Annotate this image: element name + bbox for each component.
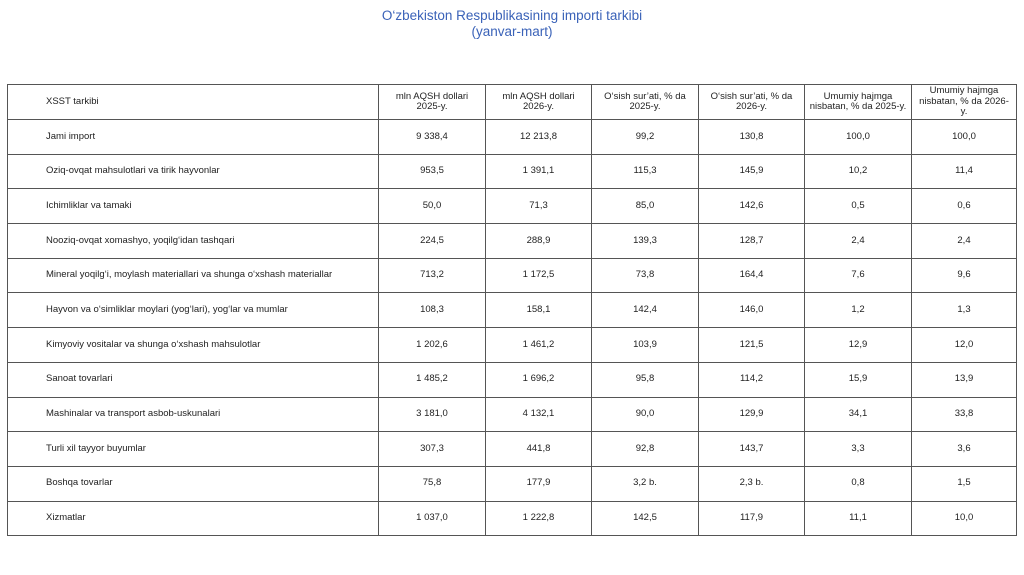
table-row — [8, 189, 1017, 224]
cell-value-2025: 75,8 — [379, 466, 486, 501]
cell-growth-2025: 92,8 — [592, 432, 699, 467]
header-category: XSST tarkibi — [8, 85, 379, 120]
cell-share-2026: 33,8 — [912, 397, 1017, 432]
cell-value-2026: 71,3 — [486, 189, 592, 224]
table-row — [8, 224, 1017, 259]
cell-share-2026: 0,6 — [912, 189, 1017, 224]
cell-share-2025: 12,9 — [805, 328, 912, 363]
cell-category: Ichimliklar va tamaki — [8, 189, 379, 224]
cell-growth-2025: 142,5 — [592, 501, 699, 536]
cell-growth-2026: 114,2 — [699, 362, 805, 397]
cell-value-2026: 1 696,2 — [486, 362, 592, 397]
cell-share-2026: 2,4 — [912, 224, 1017, 259]
header-share-2025: Umumiy hajmga nisbatan, % da 2025-y. — [805, 85, 912, 120]
table-row — [8, 397, 1017, 432]
document-title — [0, 8, 1024, 40]
cell-category: Jami import — [8, 120, 379, 155]
title-line-2: (yanvar-mart) — [471, 24, 553, 39]
title-line-1: O‘zbekiston Respublikasining importi tarkibi — [381, 8, 643, 23]
cell-value-2026: 158,1 — [486, 293, 592, 328]
table-row — [8, 501, 1017, 536]
cell-growth-2025: 85,0 — [592, 189, 699, 224]
cell-value-2025: 224,5 — [379, 224, 486, 259]
cell-category: Hayvon va o‘simliklar moylari (yog‘lari), yog‘lar va mumlar — [8, 293, 379, 328]
table-row — [8, 154, 1017, 189]
header-share-2026: Umumiy hajmga nisbatan, % da 2026-y. — [912, 85, 1017, 120]
cell-growth-2026: 143,7 — [699, 432, 805, 467]
cell-value-2025: 50,0 — [379, 189, 486, 224]
cell-share-2025: 11,1 — [805, 501, 912, 536]
cell-category: Oziq-ovqat mahsulotlari va tirik hayvonlar — [8, 154, 379, 189]
table-row — [8, 258, 1017, 293]
cell-growth-2026: 145,9 — [699, 154, 805, 189]
cell-share-2026: 9,6 — [912, 258, 1017, 293]
cell-category: Sanoat tovarlari — [8, 362, 379, 397]
cell-growth-2025: 3,2 b. — [592, 466, 699, 501]
cell-share-2025: 1,2 — [805, 293, 912, 328]
cell-share-2025: 100,0 — [805, 120, 912, 155]
cell-share-2026: 10,0 — [912, 501, 1017, 536]
table-body — [8, 120, 1017, 536]
cell-growth-2026: 117,9 — [699, 501, 805, 536]
table-row — [8, 293, 1017, 328]
cell-category: Nooziq-ovqat xomashyo, yoqilg‘idan tashqari — [8, 224, 379, 259]
cell-share-2025: 10,2 — [805, 154, 912, 189]
cell-value-2026: 1 391,1 — [486, 154, 592, 189]
cell-category: Turli xil tayyor buyumlar — [8, 432, 379, 467]
cell-share-2025: 3,3 — [805, 432, 912, 467]
cell-category: Mashinalar va transport asbob-uskunalari — [8, 397, 379, 432]
cell-value-2025: 1 485,2 — [379, 362, 486, 397]
cell-value-2025: 1 037,0 — [379, 501, 486, 536]
cell-value-2026: 12 213,8 — [486, 120, 592, 155]
cell-value-2025: 3 181,0 — [379, 397, 486, 432]
cell-value-2025: 953,5 — [379, 154, 486, 189]
table-row — [8, 328, 1017, 363]
header-growth-2025: O‘sish sur’ati, % da 2025-y. — [592, 85, 699, 120]
header-value-2025: mln AQSH dollari 2025-y. — [379, 85, 486, 120]
cell-share-2025: 15,9 — [805, 362, 912, 397]
cell-growth-2025: 95,8 — [592, 362, 699, 397]
cell-growth-2025: 99,2 — [592, 120, 699, 155]
cell-share-2025: 0,5 — [805, 189, 912, 224]
cell-growth-2026: 164,4 — [699, 258, 805, 293]
cell-value-2025: 307,3 — [379, 432, 486, 467]
cell-value-2026: 1 172,5 — [486, 258, 592, 293]
cell-growth-2026: 129,9 — [699, 397, 805, 432]
cell-value-2026: 441,8 — [486, 432, 592, 467]
cell-growth-2026: 2,3 b. — [699, 466, 805, 501]
cell-growth-2026: 128,7 — [699, 224, 805, 259]
cell-value-2025: 1 202,6 — [379, 328, 486, 363]
cell-value-2025: 108,3 — [379, 293, 486, 328]
cell-share-2026: 12,0 — [912, 328, 1017, 363]
cell-category: Mineral yoqilg‘i, moylash materiallari va shunga o‘xshash materiallar — [8, 258, 379, 293]
cell-category: Kimyoviy vositalar va shunga o‘xshash mahsulotlar — [8, 328, 379, 363]
cell-growth-2026: 146,0 — [699, 293, 805, 328]
table-row — [8, 362, 1017, 397]
cell-growth-2026: 142,6 — [699, 189, 805, 224]
cell-share-2025: 0,8 — [805, 466, 912, 501]
cell-value-2025: 9 338,4 — [379, 120, 486, 155]
cell-value-2026: 1 222,8 — [486, 501, 592, 536]
cell-growth-2025: 139,3 — [592, 224, 699, 259]
cell-growth-2025: 103,9 — [592, 328, 699, 363]
table-row — [8, 466, 1017, 501]
cell-share-2026: 3,6 — [912, 432, 1017, 467]
cell-share-2026: 13,9 — [912, 362, 1017, 397]
cell-category: Xizmatlar — [8, 501, 379, 536]
cell-growth-2025: 142,4 — [592, 293, 699, 328]
cell-growth-2026: 121,5 — [699, 328, 805, 363]
cell-category: Boshqa tovarlar — [8, 466, 379, 501]
table-header-row — [8, 85, 1017, 120]
cell-share-2025: 7,6 — [805, 258, 912, 293]
cell-growth-2025: 115,3 — [592, 154, 699, 189]
cell-share-2026: 1,3 — [912, 293, 1017, 328]
import-structure-table — [7, 84, 1017, 536]
cell-growth-2026: 130,8 — [699, 120, 805, 155]
cell-share-2026: 1,5 — [912, 466, 1017, 501]
cell-value-2026: 1 461,2 — [486, 328, 592, 363]
cell-value-2025: 713,2 — [379, 258, 486, 293]
cell-share-2025: 2,4 — [805, 224, 912, 259]
cell-value-2026: 177,9 — [486, 466, 592, 501]
cell-value-2026: 4 132,1 — [486, 397, 592, 432]
cell-growth-2025: 90,0 — [592, 397, 699, 432]
table-row — [8, 432, 1017, 467]
header-growth-2026: O‘sish sur’ati, % da 2026-y. — [699, 85, 805, 120]
cell-share-2026: 100,0 — [912, 120, 1017, 155]
cell-share-2025: 34,1 — [805, 397, 912, 432]
header-value-2026: mln AQSH dollari 2026-y. — [486, 85, 592, 120]
table-row — [8, 120, 1017, 155]
cell-value-2026: 288,9 — [486, 224, 592, 259]
cell-growth-2025: 73,8 — [592, 258, 699, 293]
cell-share-2026: 11,4 — [912, 154, 1017, 189]
